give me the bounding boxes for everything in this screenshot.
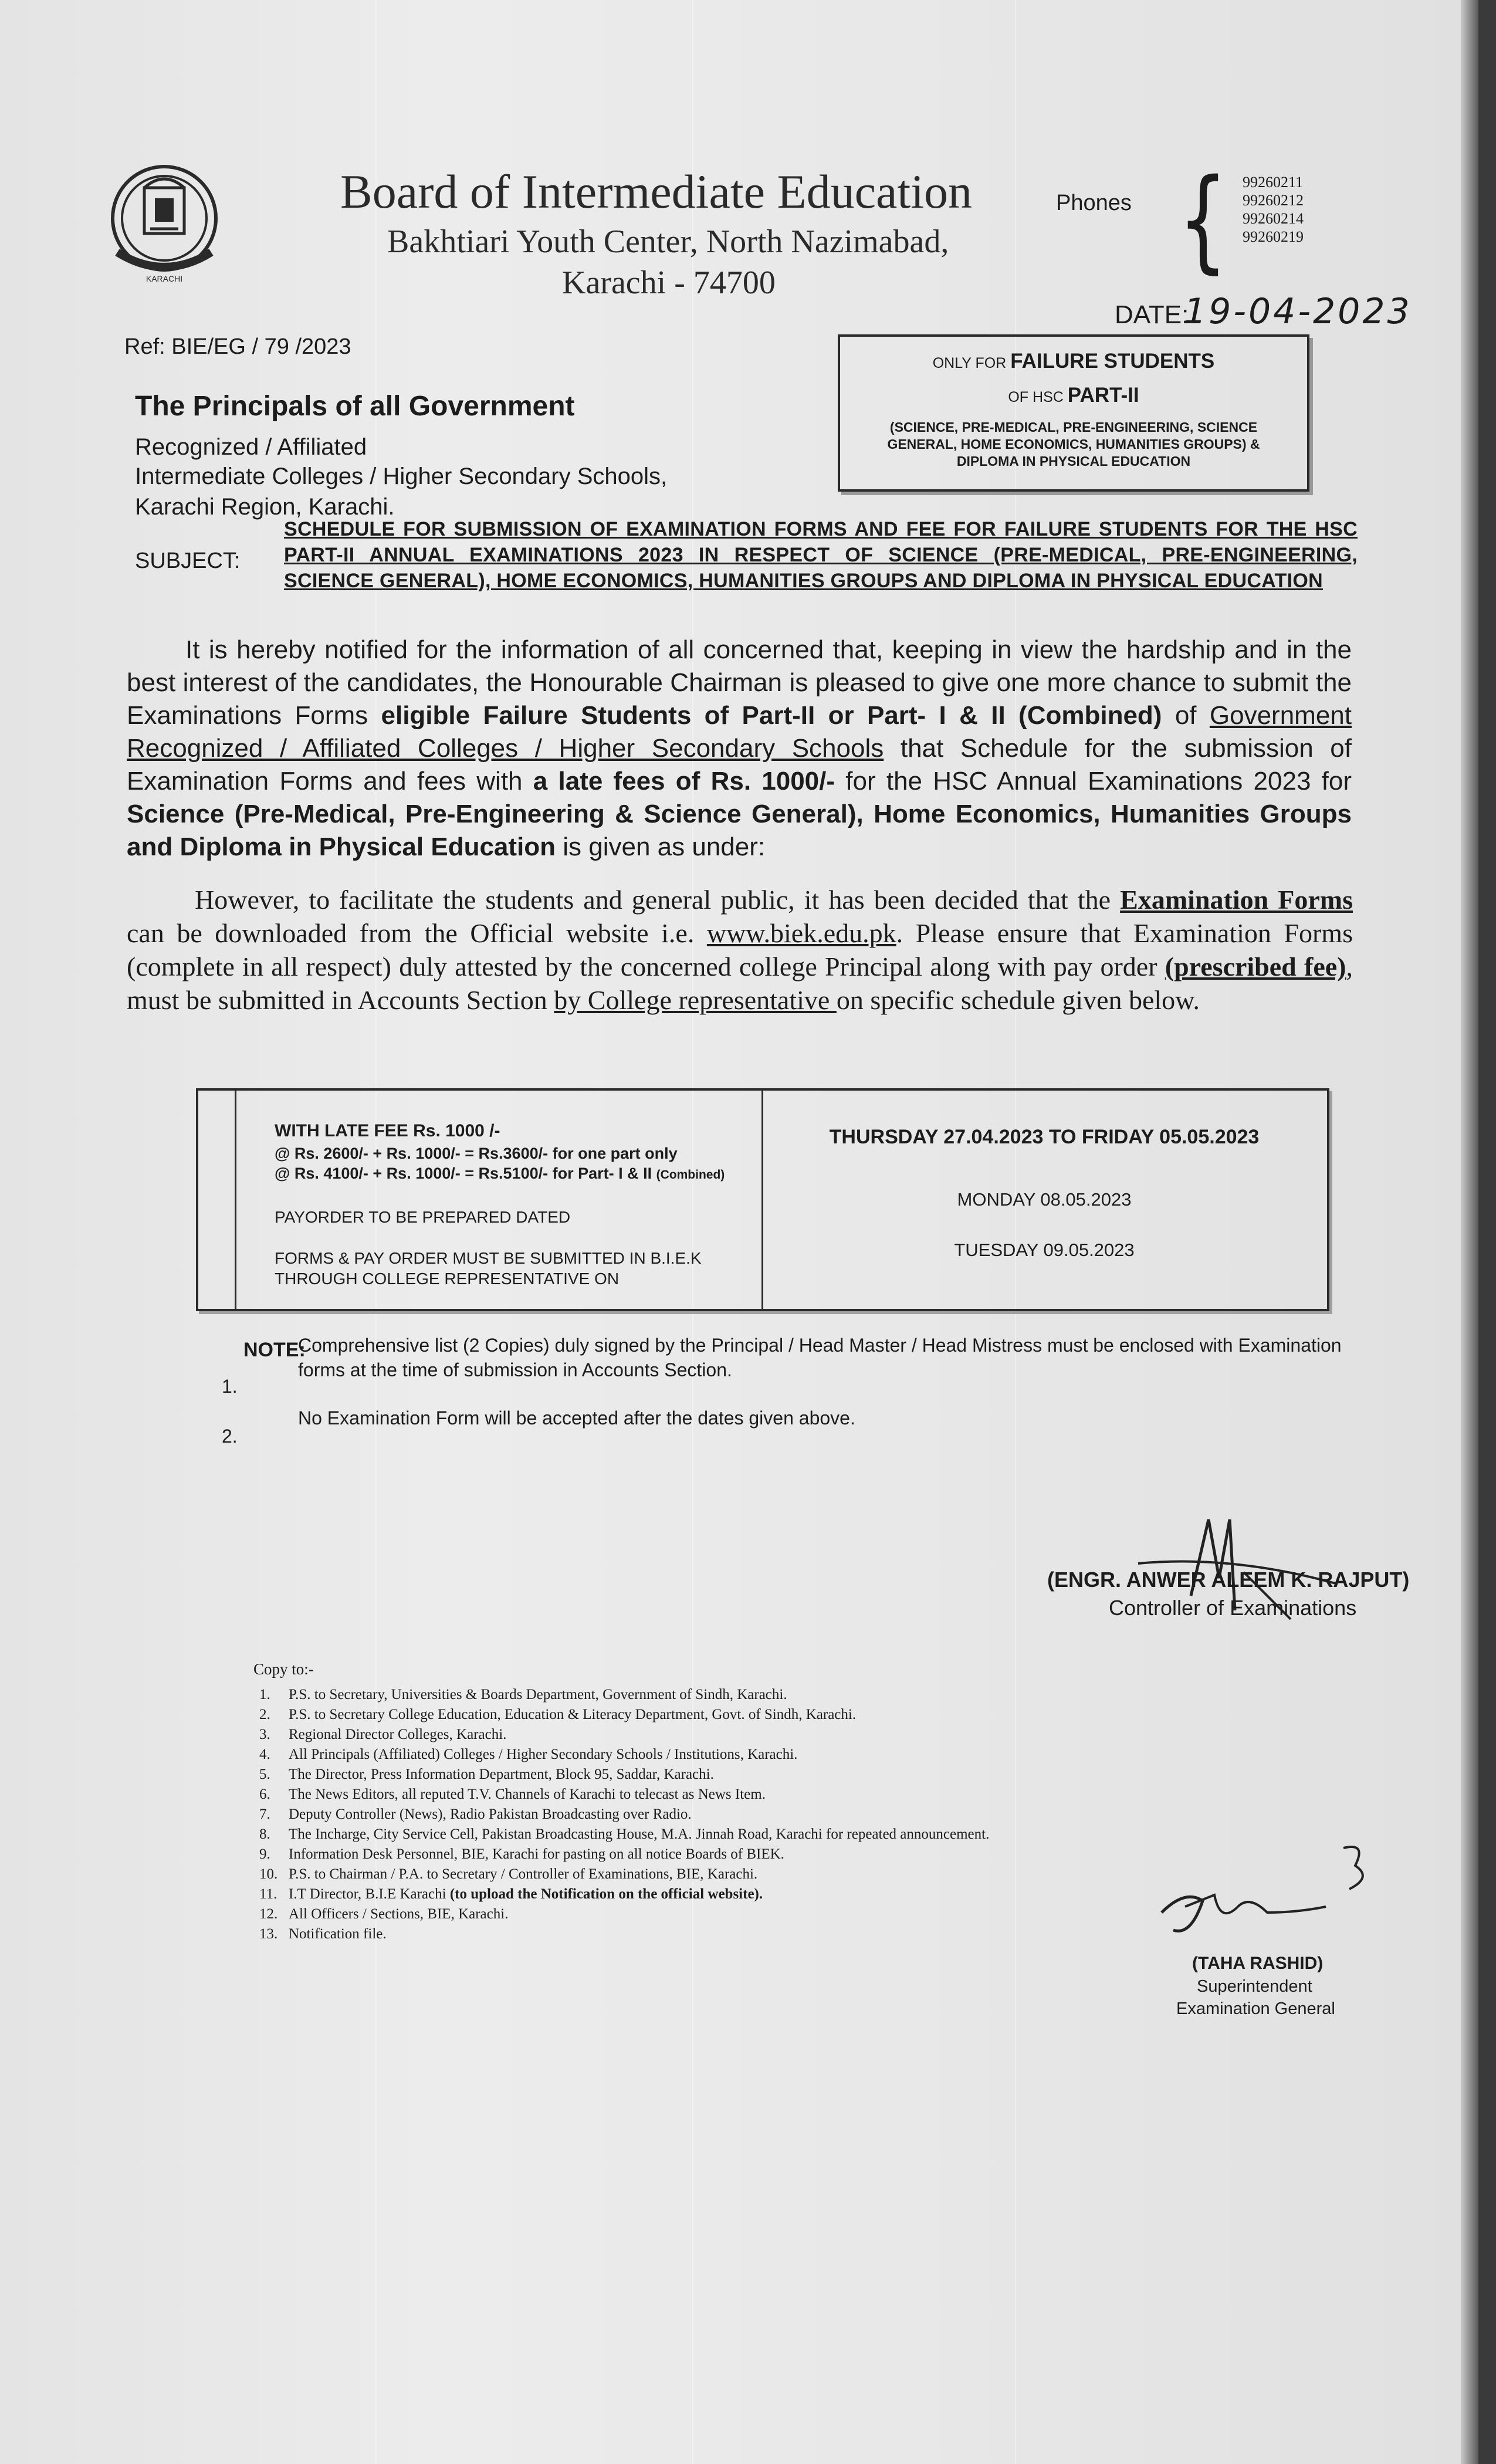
- addressee-title: The Principals of all Government: [135, 391, 575, 422]
- board-logo-icon: [106, 164, 223, 287]
- date-value: 19-04-2023: [1184, 291, 1412, 332]
- board-name: Board of Intermediate Education: [340, 165, 972, 218]
- list-item: 4. All Principals (Affiliated) Colleges / Higher Secondary Schools / Institutions, Karachi.: [259, 1747, 798, 1762]
- list-item: 2. P.S. to Secretary College Education, Education & Literacy Department, Govt. of Sindh, Karachi.: [259, 1707, 857, 1722]
- reference-number: Ref: BIE/EG / 79 /2023: [124, 334, 351, 359]
- brace-icon: {: [1178, 155, 1228, 285]
- phones-label: Phones: [1056, 191, 1132, 215]
- signatory2-name: (TAHA RASHID): [1192, 1954, 1324, 1973]
- board-address-line1: Bakhtiari Youth Center, North Nazimabad,: [387, 224, 949, 260]
- schedule-dates-main: THURSDAY 27.04.2023 TO FRIDAY 05.05.2023: [829, 1126, 1260, 1148]
- phone-numbers: [1243, 173, 1304, 246]
- list-item: 10. P.S. to Chairman / P.A. to Secretary / Controller of Examinations, BIE, Karachi.: [259, 1866, 758, 1882]
- failure-box-line1: ONLY FOR FAILURE STUDENTS: [932, 350, 1215, 373]
- list-item: 12. All Officers / Sections, BIE, Karachi.: [259, 1906, 509, 1922]
- list-item: 9. Information Desk Personnel, BIE, Karachi for pasting on all notice Boards of BIEK.: [259, 1846, 784, 1862]
- superintendent-signature-icon: [1150, 1825, 1396, 1959]
- note-item: Comprehensive list (2 Copies) duly signed by the Principal / Head Master / Head Mistress must be enclosed with Examination forms at the time of submission in Accounts Section.: [298, 1335, 1342, 1380]
- note-label: NOTE:: [243, 1339, 306, 1361]
- page-edge: [1461, 0, 1478, 2464]
- submit-label-1: FORMS & PAY ORDER MUST BE SUBMITTED IN B.I.E.K: [275, 1249, 702, 1267]
- failure-box-line3: (SCIENCE, PRE-MEDICAL, PRE-ENGINEERING, SCIENCE GENERAL, HOME ECONOMICS, HUMANITIES GROUPS) & DIPLOMA IN PHYSICAL EDUCATION: [887, 419, 1260, 469]
- list-item: 5. The Director, Press Information Department, Block 95, Saddar, Karachi.: [259, 1766, 714, 1782]
- svg-text:KARACHI: KARACHI: [145, 274, 183, 283]
- signatory2-department: Examination General: [1176, 1999, 1335, 2018]
- list-item: 13. Notification file.: [259, 1926, 387, 1942]
- list-item: 11. I.T Director, B.I.E Karachi (to upload the Notification on the official website).: [259, 1886, 763, 1902]
- submit-date: TUESDAY 09.05.2023: [954, 1240, 1135, 1260]
- signatory2-title: Superintendent: [1197, 1977, 1312, 1996]
- list-item: 3. Regional Director Colleges, Karachi.: [259, 1727, 507, 1742]
- submit-label-2: THROUGH COLLEGE REPRESENTATIVE ON: [275, 1270, 620, 1288]
- board-address-line2: Karachi - 74700: [562, 265, 776, 301]
- subject-text: SCHEDULE FOR SUBMISSION OF EXAMINATION FORMS AND FEE FOR FAILURE STUDENTS FOR THE HSC PART-II ANNUAL EXAMINATIONS 2023 IN RESPECT OF SCIENCE (PRE-MEDICAL, PRE-ENGINEERING, SCIENCE GENERAL), HOME ECONOMICS, HUMANITIES GROUPS AND DIPLOMA IN PHYSICAL EDUCATION: [284, 518, 1358, 592]
- copy-to-label: Copy to:-: [253, 1660, 314, 1678]
- website-link[interactable]: www.biek.edu.pk: [706, 918, 896, 948]
- list-item: 7. Deputy Controller (News), Radio Pakistan Broadcasting over Radio.: [259, 1806, 692, 1822]
- fee-line2: @ Rs. 4100/- + Rs. 1000/- = Rs.5100/- for Part- I & II (Combined): [275, 1165, 725, 1182]
- phone-number: 99260212: [1243, 192, 1304, 209]
- late-fee-title: WITH LATE FEE Rs. 1000 /-: [275, 1121, 500, 1140]
- failure-students-box: [838, 334, 1309, 492]
- list-item: 8. The Incharge, City Service Cell, Pakistan Broadcasting House, M.A. Jinnah Road, Karachi for repeated announcement.: [259, 1826, 990, 1842]
- date-label: DATE:: [1115, 300, 1189, 329]
- payorder-label: PAYORDER TO BE PREPARED DATED: [275, 1208, 571, 1226]
- note-number: 2.: [222, 1426, 238, 1447]
- note-number: 1.: [222, 1376, 238, 1397]
- addressee-line: Recognized / Affiliated: [135, 434, 367, 460]
- addressee-line: Intermediate Colleges / Higher Secondary Schools,: [135, 463, 668, 489]
- addressee-line: Karachi Region, Karachi.: [135, 494, 395, 520]
- payorder-date: MONDAY 08.05.2023: [957, 1189, 1132, 1210]
- fee-line1: @ Rs. 2600/- + Rs. 1000/- = Rs.3600/- for one part only: [275, 1145, 678, 1162]
- schedule-table: [196, 1088, 1329, 1311]
- note-item: No Examination Form will be accepted after the dates given above.: [298, 1407, 855, 1429]
- phone-number: 99260219: [1243, 228, 1304, 245]
- paragraph-instructions: However, to facilitate the students and general public, it has been decided that the Examination Forms can be downloaded from the Official website i.e. www.biek.edu.pk. Please ensure that Examination Forms (complete in all respect) duly attested by the concerned college Principal along with pay order (prescribed fee), must be submitted in Accounts Section by College representative on specific schedule given below.: [127, 885, 1353, 1015]
- subject-label: SUBJECT:: [135, 549, 241, 573]
- table-divider: [235, 1091, 236, 1309]
- paragraph-notification: It is hereby notified for the information of all concerned that, keeping in view the hardship and in the best interest of the candidates, the Honourable Chairman is pleased to give one more chance to submit the Examinations Forms eligible Failure Students of Part-II or Part- I & II (Combined) of Government Recognized / Affiliated Colleges / Higher Secondary Schools that Schedule for the submission of Examination Forms and fees with a late fees of Rs. 1000/- for the HSC Annual Examinations 2023 for Science (Pre-Medical, Pre-Engineering & Science General), Home Economics, Humanities Groups and Diploma in Physical Education is given as under:: [127, 635, 1352, 861]
- failure-box-line2: OF HSC PART-II: [1008, 384, 1139, 407]
- phone-number: 99260211: [1243, 174, 1304, 191]
- phone-number: 99260214: [1243, 210, 1304, 227]
- list-item: 1. P.S. to Secretary, Universities & Boards Department, Government of Sindh, Karachi.: [259, 1687, 787, 1703]
- list-item: 6. The News Editors, all reputed T.V. Channels of Karachi to telecast as News Item.: [259, 1786, 766, 1802]
- copy-to-list: [259, 1685, 989, 1944]
- signatory1-title: Controller of Examinations: [1109, 1596, 1357, 1620]
- signatory1-name: (ENGR. ANWER ALEEM K. RAJPUT): [1047, 1568, 1410, 1592]
